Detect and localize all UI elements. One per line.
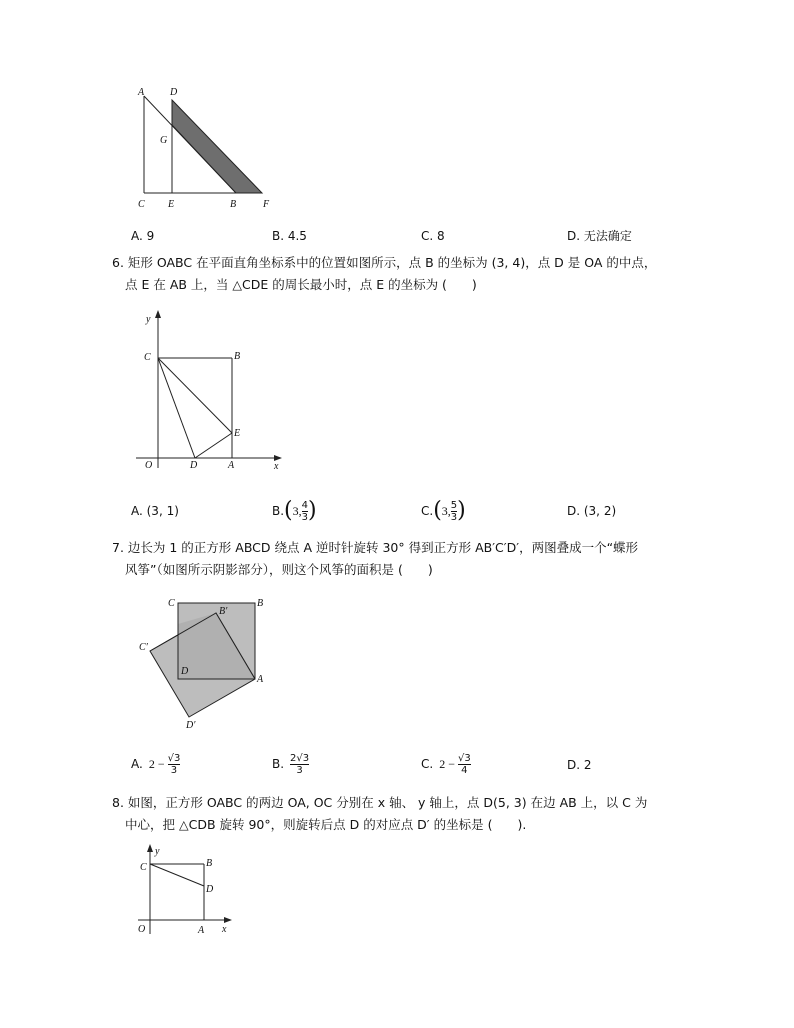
q5-label-d: D — [170, 87, 178, 98]
q7-option-a-fraction — [168, 753, 181, 776]
q8-figure — [132, 842, 242, 942]
q5-label-f: F — [263, 199, 270, 210]
q7-option-b-prefix: B. — [272, 757, 285, 771]
q5-shaded-region — [172, 100, 262, 193]
q5-label-b: B — [230, 199, 237, 210]
q6-option-a[interactable]: A. (3, 1) — [131, 504, 179, 518]
q6-option-b-left: 3, — [292, 504, 302, 518]
q6-option-c-prefix: C. — [421, 504, 434, 518]
q8-stem-line1: 8. 如图，正方形 OABC 的两边 OA, OC 分别在 x 轴、 y 轴上，点 D(5, 3) 在边 AB 上，以 C 为 — [112, 795, 648, 810]
q8-stem-line2: 中心，把 △CDB 旋转 90°，则旋转后点 D 的对应点 D′ 的坐标是 ( ). — [125, 817, 527, 832]
q7-label-d: D — [181, 666, 189, 677]
q8-x-arrow — [224, 917, 232, 923]
q7-label-a: A — [257, 674, 264, 685]
q7-option-a-lead: 2 − — [148, 757, 165, 771]
q7-option-b-fraction — [290, 753, 309, 776]
q5-label-a: A — [138, 87, 145, 98]
q5-label-g: G — [160, 135, 168, 146]
q7-option-c[interactable] — [421, 746, 471, 782]
q6-option-c-denominator: 3 — [450, 511, 458, 523]
q6-option-b-denominator: 3 — [301, 511, 309, 523]
q6-option-b-prefix: B. — [272, 504, 285, 518]
q6-option-b[interactable] — [272, 494, 317, 528]
q7-option-b-numerator: 2√3 — [290, 752, 310, 764]
q5-label-c: C — [138, 199, 145, 210]
q7-stem-line2: 风筝”（如图所示阴影部分），则这个风筝的面积是 ( ) — [125, 562, 433, 577]
q8-label-x: x — [222, 924, 227, 935]
q7-label-d-prime: D′ — [186, 720, 196, 731]
q5-option-c[interactable]: C. 8 — [421, 229, 445, 243]
q6-option-c-left: 3, — [441, 504, 451, 518]
q8-label-b: B — [206, 858, 213, 869]
q7-option-c-lead: 2 − — [439, 757, 455, 771]
q7-option-c-denominator: 4 — [461, 764, 468, 776]
q5-option-d[interactable]: D. 无法确定 — [567, 229, 632, 243]
q6-y-arrow — [155, 310, 161, 318]
q5-label-e: E — [168, 199, 175, 210]
q6-option-d[interactable]: D. (3, 2) — [567, 504, 617, 518]
q6-option-c-lparen: ( — [433, 498, 442, 523]
q6-label-b: B — [234, 351, 241, 362]
q6-label-d: D — [190, 460, 198, 471]
q6-label-c: C — [144, 352, 151, 363]
q5-figure — [120, 80, 290, 210]
q7-label-c-prime: C′ — [139, 642, 148, 653]
q7-figure — [130, 592, 280, 742]
q8-label-o: O — [138, 924, 146, 935]
q6-side-ce — [158, 358, 232, 433]
q7-option-a[interactable] — [131, 746, 180, 782]
q7-option-a-prefix: A. — [131, 757, 143, 771]
q6-option-b-lparen: ( — [284, 498, 293, 523]
q6-label-e: E — [234, 428, 241, 439]
q7-option-a-denominator: 3 — [170, 764, 178, 776]
q6-stem-line2: 点 E 在 AB 上，当 △CDE 的周长最小时，点 E 的坐标为 ( ) — [125, 277, 477, 292]
q7-option-c-numerator: √3 — [457, 752, 471, 764]
q6-label-x: x — [274, 461, 279, 472]
q7-option-c-prefix: C. — [421, 757, 434, 771]
q6-option-c-rparen: ) — [457, 498, 466, 523]
q6-label-a: A — [228, 460, 235, 471]
q7-option-b-denominator: 3 — [296, 764, 303, 776]
q6-figure — [128, 308, 288, 478]
q7-label-b-prime: B′ — [219, 606, 228, 617]
q7-label-b: B — [257, 598, 264, 609]
q8-segment-cd — [150, 864, 204, 886]
q6-option-c[interactable] — [421, 494, 466, 528]
q7-label-c: C — [168, 598, 175, 609]
q6-side-cd — [158, 358, 195, 458]
q7-option-d[interactable]: D. 2 — [567, 758, 592, 772]
q8-label-d: D — [206, 884, 214, 895]
q7-option-a-numerator: √3 — [167, 752, 181, 764]
q8-label-c: C — [140, 862, 147, 873]
q6-side-de — [195, 433, 232, 458]
q8-label-y: y — [155, 846, 160, 857]
q7-stem-line1: 7. 边长为 1 的正方形 ABCD 绕点 A 逆时针旋转 30° 得到正方形 AB′C′D′，两图叠成一个“蝶形 — [112, 540, 639, 555]
q6-stem-line1: 6. 矩形 OABC 在平面直角坐标系中的位置如图所示，点 B 的坐标为 (3, 4)，点 D 是 OA 的中点， — [112, 255, 657, 270]
q7-option-c-fraction — [458, 753, 471, 776]
q5-option-a[interactable]: A. 9 — [131, 229, 155, 243]
q8-label-a: A — [198, 925, 205, 936]
q6-label-y: y — [146, 314, 151, 325]
q5-option-b[interactable]: B. 4.5 — [272, 229, 307, 243]
q6-option-b-numerator: 4 — [301, 499, 309, 511]
q7-option-b[interactable] — [272, 746, 309, 782]
q6-option-c-numerator: 5 — [450, 499, 458, 511]
q6-option-b-rparen: ) — [308, 498, 317, 523]
q8-y-arrow — [147, 844, 153, 852]
q6-label-o: O — [145, 460, 153, 471]
